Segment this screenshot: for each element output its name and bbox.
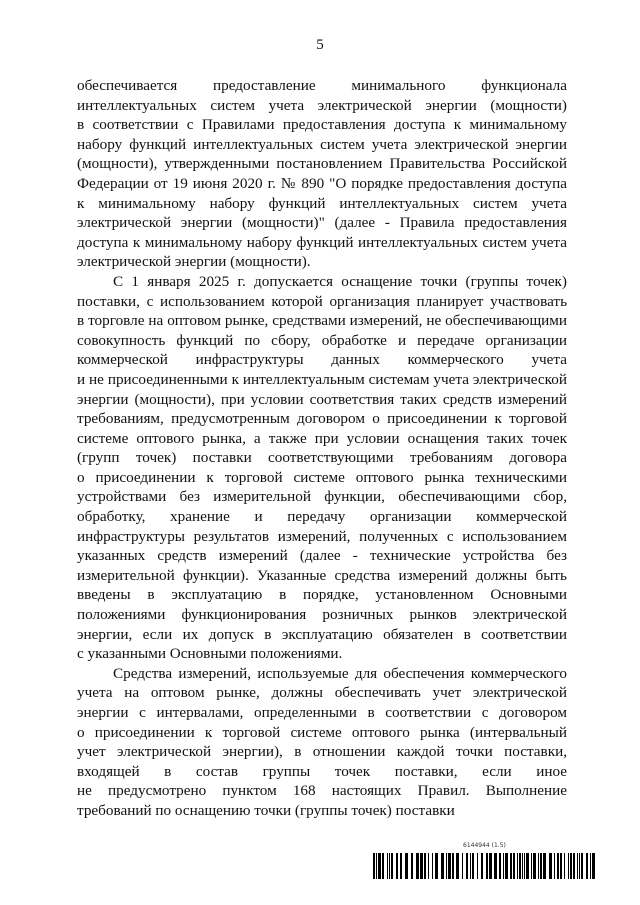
- paragraph: [77, 76, 567, 272]
- barcode-bar: [416, 853, 419, 879]
- barcode-bar: [494, 853, 497, 879]
- barcode-bar: [435, 853, 438, 879]
- text-line: указанных средств измерений (далее - технические устройства без: [77, 547, 567, 565]
- text-line: в торговле на оптовом рынке, средствами измерений, не обеспечивающими: [77, 312, 567, 330]
- barcode-bar: [411, 853, 413, 879]
- text-line: Средства измерений, используемые для обеспечения коммерческого: [113, 664, 567, 682]
- paragraph: [77, 272, 567, 664]
- barcode-bar: [573, 853, 575, 879]
- barcode-bar: [543, 853, 546, 879]
- text-line: поставки, с использованием которой организация планирует участвовать: [77, 292, 567, 310]
- text-line: к минимальному набору функций интеллектуальных систем учета: [77, 194, 567, 212]
- barcode-bar: [586, 853, 588, 879]
- barcode-bar: [519, 853, 521, 879]
- barcode-bar: [405, 853, 408, 879]
- barcode-bar: [533, 853, 536, 879]
- barcode-bar: [446, 853, 447, 879]
- paragraph: [77, 664, 567, 821]
- text-line: о присоединении к торговой системе оптового рынка (интервальный: [77, 723, 567, 741]
- text-line: в соответствии с Правилами предоставления доступа к минимальному: [77, 116, 567, 134]
- text-line: положениями функционирования розничных рынков электрической: [77, 606, 567, 624]
- text-line: системе оптового рынка, а также при условии оснащения таких точек: [77, 429, 567, 447]
- barcode-bar: [531, 853, 532, 879]
- text-line: доступа к минимальному набору функций интеллектуальных систем учета: [77, 233, 567, 251]
- text-line: учет электрической энергии), в отношении каждой точки поставки,: [77, 743, 567, 761]
- barcode-caption: 6144944 (1.5): [463, 842, 506, 849]
- barcode-bar: [499, 853, 501, 879]
- text-line: входящей в состав группы точек поставки, если иное: [77, 762, 567, 780]
- barcode-bar: [462, 853, 463, 879]
- barcode-bar: [526, 853, 529, 879]
- barcode-bar: [432, 853, 433, 879]
- barcode-bar: [540, 853, 542, 879]
- text-line: электрической энергии (мощности)" (далее - Правила предоставления: [77, 214, 567, 232]
- barcode-bar: [389, 853, 390, 879]
- barcode-bar: [376, 853, 377, 879]
- barcode-bar: [570, 853, 572, 879]
- barcode-bar: [441, 853, 444, 879]
- text-line: электрической энергии (мощности).: [77, 253, 311, 271]
- barcode-bar: [554, 853, 555, 879]
- barcode-bar: [452, 853, 454, 879]
- document-body: [77, 76, 567, 821]
- barcode-bar: [560, 853, 562, 879]
- text-line: введены в эксплуатацию в порядке, установленном Основными: [77, 586, 567, 604]
- barcode-bar: [400, 853, 402, 879]
- barcode-bar: [517, 853, 518, 879]
- text-line: С 1 января 2025 г. допускается оснащение точки (группы точек): [113, 272, 567, 290]
- text-line: требованиям, предусмотренным договором о присоединении к торговой: [77, 410, 567, 428]
- barcode-bar: [428, 853, 429, 879]
- barcode-bar: [424, 853, 426, 879]
- text-line: набору функций интеллектуальных систем учета электрической энергии: [77, 135, 567, 153]
- barcode-bar: [391, 853, 393, 879]
- text-line: обработку, хранение и передачу организации коммерческой: [77, 508, 567, 526]
- barcode-bar: [378, 853, 381, 879]
- barcode-bar: [538, 853, 539, 879]
- text-line: Федерации от 19 июня 2020 г. № 890 "О порядке предоставления доступа: [77, 174, 567, 192]
- barcode-bar: [420, 853, 423, 879]
- text-line: энергии, если их допуск в эксплуатацию обязателен в соответствии: [77, 625, 567, 643]
- barcode-bar: [456, 853, 459, 879]
- barcode-bar: [592, 853, 595, 879]
- barcode-block: [373, 842, 597, 882]
- text-line: обеспечивается предоставление минимального функционала: [77, 77, 567, 94]
- barcode-bar: [564, 853, 565, 879]
- barcode-bar: [505, 853, 508, 879]
- barcode-bar: [503, 853, 504, 879]
- barcode-bar: [590, 853, 591, 879]
- barcode-bar: [466, 853, 468, 879]
- barcode-bar: [513, 853, 515, 879]
- barcode-bar: [510, 853, 512, 879]
- text-line: требований по оснащению точки (группы точек) поставки: [77, 801, 455, 819]
- barcode-bar: [577, 853, 578, 879]
- text-line: измерительной функции). Указанные средства измерений должны быть: [77, 566, 567, 584]
- barcode-bar: [568, 853, 569, 879]
- barcode-bar: [579, 853, 580, 879]
- page-number: 5: [316, 37, 324, 53]
- text-line: о присоединении к торговой системе оптового рынка техническими: [77, 468, 567, 486]
- barcode-bar: [522, 853, 523, 879]
- barcode-bar: [486, 853, 488, 879]
- barcode-bar: [477, 853, 478, 879]
- barcode-bar: [396, 853, 398, 879]
- barcode-bar: [382, 853, 384, 879]
- text-line: совокупность функций по сбору, обработке и передаче организации: [77, 331, 567, 349]
- text-line: интеллектуальных систем учета электрической энергии (мощности): [77, 96, 567, 114]
- text-line: (групп точек) поставки соответствующими требованиям договора: [77, 449, 567, 467]
- barcode-bar: [481, 853, 483, 879]
- barcode-bar: [472, 853, 474, 879]
- text-line: учета на оптовом рынке, должны обеспечивать учет электрической: [77, 684, 567, 702]
- barcode-bar: [489, 853, 492, 879]
- barcode-bar: [581, 853, 583, 879]
- text-line: инфраструктуры результатов измерений, полученных с использованием: [77, 527, 567, 545]
- text-line: энергии с интервалами, определенными в соответствии с договором: [77, 704, 567, 721]
- text-line: не предусмотрено пунктом 168 настоящих Правил. Выполнение: [77, 782, 567, 800]
- text-line: (мощности), утвержденными постановлением Правительства Российской: [77, 155, 567, 173]
- barcode-bar: [557, 853, 559, 879]
- barcode-bar: [524, 853, 525, 879]
- barcode-bar: [549, 853, 552, 879]
- barcode-bar: [387, 853, 388, 879]
- barcode-bar: [448, 853, 451, 879]
- barcode-image: [373, 853, 597, 879]
- text-line: энергии (мощности), при условии соответствия таких средств измерений: [77, 390, 567, 408]
- text-line: с указанными Основными положениями.: [77, 645, 343, 663]
- barcode-bar: [373, 853, 375, 879]
- text-line: коммерческой инфраструктуры данных коммерческого учета: [77, 351, 567, 369]
- text-line: устройствами без измерительной функции, обеспечивающими сбор,: [77, 488, 567, 506]
- text-line: и не присоединенными к интеллектуальным системам учета электрической: [77, 370, 567, 388]
- barcode-bar: [470, 853, 471, 879]
